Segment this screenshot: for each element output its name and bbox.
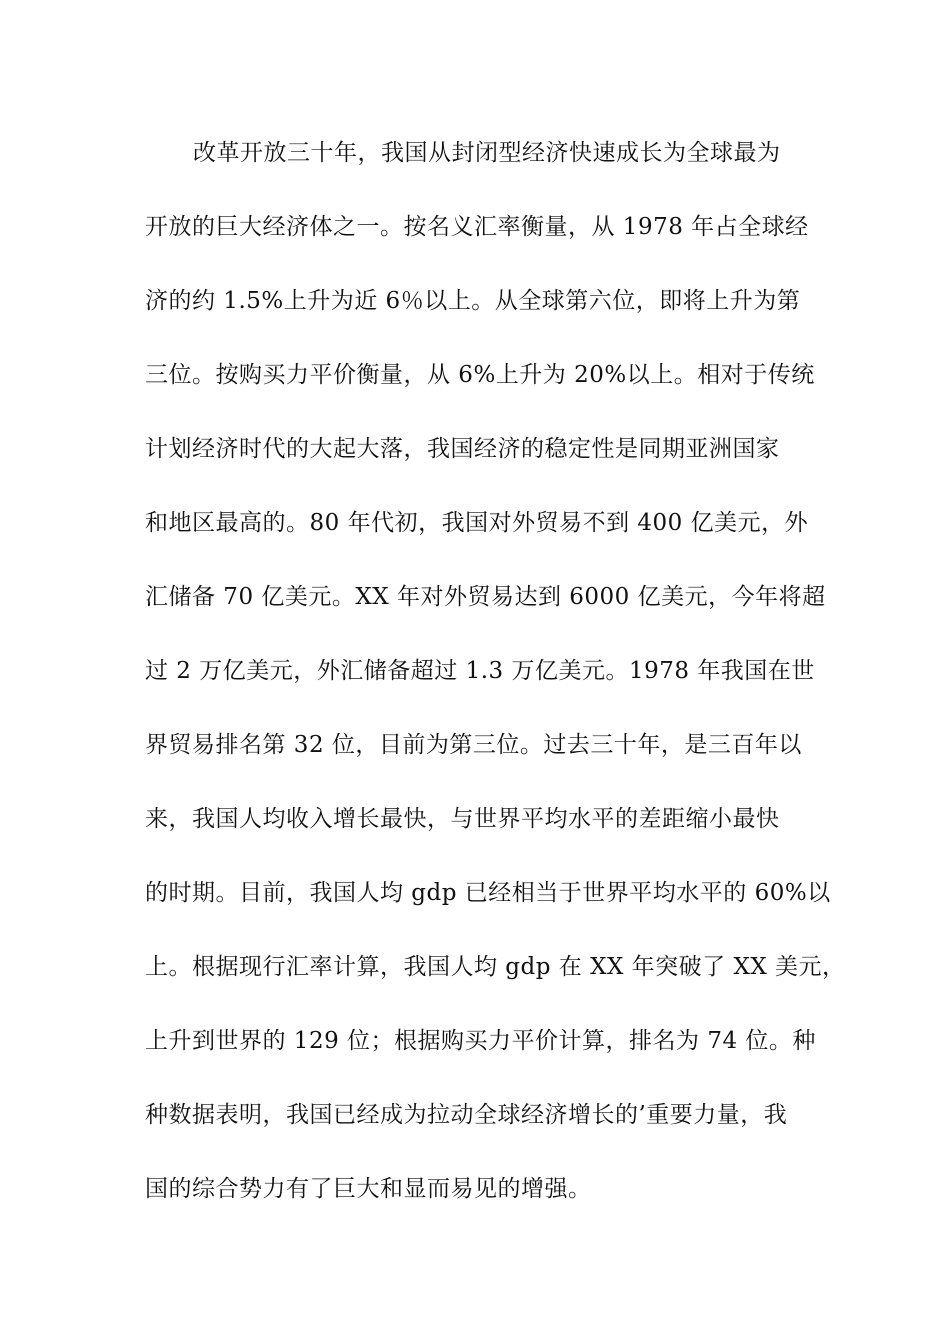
paragraph-line: 开放的巨大经济体之一。按名义汇率衡量，从 1978 年占全球经 <box>145 214 809 240</box>
paragraph-line: 上。根据现行汇率计算，我国人均 gdp 在 XX 年突破了 XX 美元， <box>145 954 846 980</box>
paragraph-line: 汇储备 70 亿美元。XX 年对外贸易达到 6000 亿美元，今年将超 <box>145 584 826 610</box>
paragraph-line: 济的约 1.5%上升为近 6％以上。从全球第六位，即将上升为第 <box>145 288 801 314</box>
body-paragraph <box>145 127 845 1237</box>
paragraph-line: 来，我国人均收入增长最快，与世界平均水平的差距缩小最快 <box>145 806 780 832</box>
paragraph-line: 界贸易排名第 32 位，目前为第三位。过去三十年，是三百年以 <box>145 732 802 758</box>
paragraph-line: 的时期。目前，我国人均 gdp 已经相当于世界平均水平的 60%以 <box>145 880 831 906</box>
paragraph-line: 过 2 万亿美元，外汇储备超过 1.3 万亿美元。1978 年我国在世 <box>145 658 815 684</box>
paragraph-line: 种数据表明，我国已经成为拉动全球经济增长的’重要力量，我 <box>145 1102 788 1128</box>
paragraph-line: 改革开放三十年，我国从封闭型经济快速成长为全球最为 <box>193 140 781 166</box>
paragraph-line: 三位。按购买力平价衡量，从 6%上升为 20%以上。相对于传统 <box>145 362 815 388</box>
paragraph-line: 国的综合势力有了巨大和显而易见的增强。 <box>145 1176 592 1202</box>
paragraph-line: 和地区最高的。80 年代初，我国对外贸易不到 400 亿美元，外 <box>145 510 809 536</box>
paragraph-line: 上升到世界的 129 位；根据购买力平价计算，排名为 74 位。种 <box>145 1028 816 1054</box>
paragraph-line: 计划经济时代的大起大落，我国经济的稳定性是同期亚洲国家 <box>145 436 780 462</box>
